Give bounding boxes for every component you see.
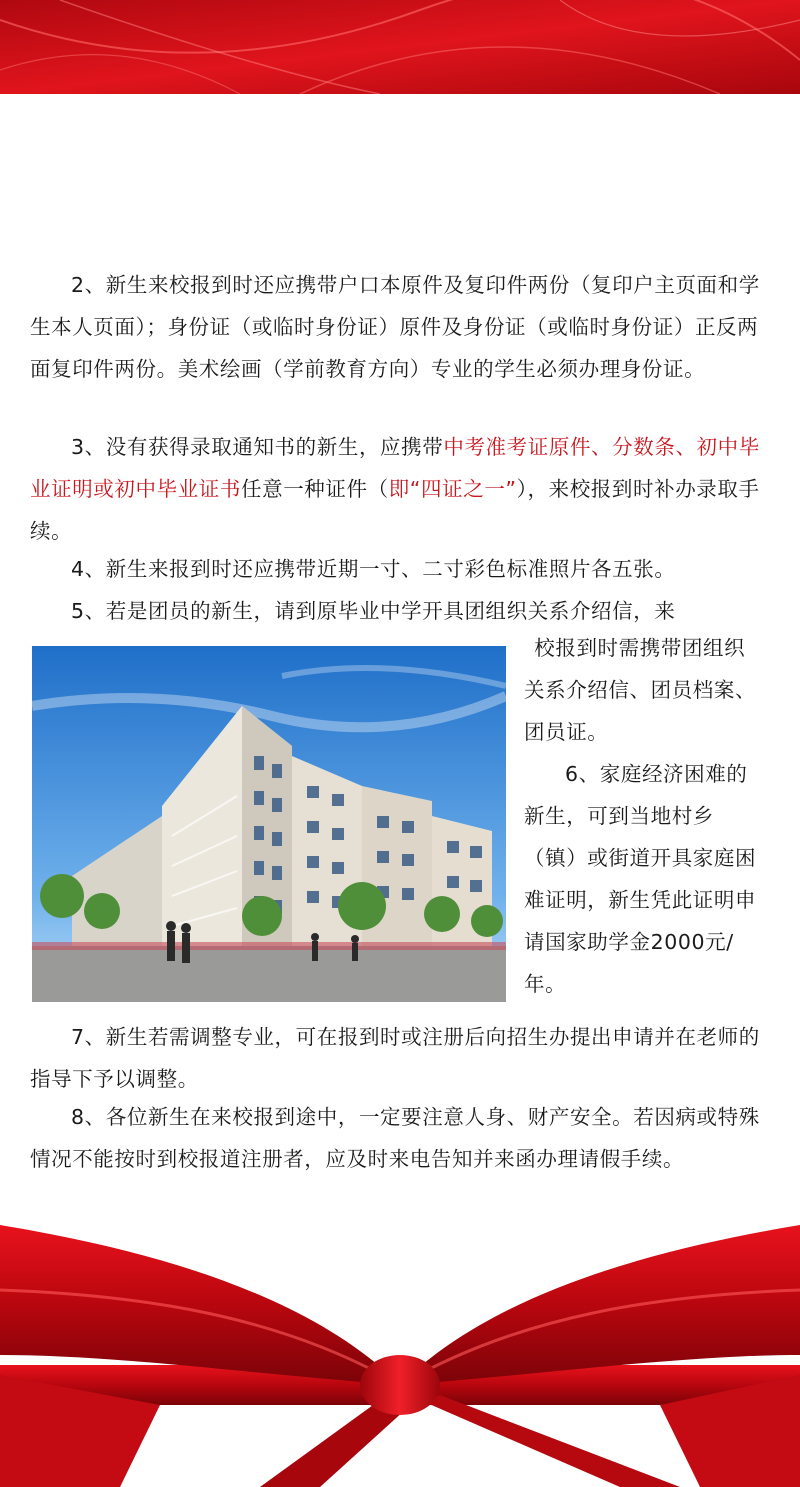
notice-7: 7、新生若需调整专业，可在报到时或注册后向招生办提出申请并在老师的指导下予以调整。 [30, 1025, 760, 1091]
notice-3-highlight-documents: 中考准考证原件、分数条、初中毕业证明或初中毕业证书 [30, 435, 760, 501]
notice-4: 4、新生来报到时还应携带近期一寸、二寸彩色标准照片各五张。 [71, 557, 676, 581]
notice-6: 6、家庭经济困难的新生，可到当地村乡（镇）或街道开具家庭困难证明，新生凭此证明申请国家助学金2000元/年。 [524, 762, 757, 996]
top-banner [0, 0, 800, 94]
notice-3 [30, 426, 765, 552]
notice-3-highlight-four: 即“四证之一” [388, 477, 517, 501]
notice-5-continuation: 校报到时需携带团组织关系介绍信、团员档案、团员证。 [524, 636, 757, 744]
notice-3-text-a: 3、没有获得录取通知书的新生，应携带 [71, 435, 444, 459]
notice-8: 8、各位新生在来校报到途中，一定要注意人身、财产安全。若因病或特殊情况不能按时到校报道注册者，应及时来电告知并来函办理请假手续。 [30, 1105, 760, 1171]
notice-3-text-e: ），来校报到时补办录取手续。 [30, 477, 760, 543]
notice-3-text-c: 任意一种证件（ [241, 477, 389, 501]
notice-2: 2、新生来校报到时还应携带户口本原件及复印件两份（复印户主页面和学生本人页面）；身份证（或临时身份证）原件及身份证（或临时身份证）正反两面复印件两份。美术绘画（学前教育方向）专业的学生必须办理身份证。 [30, 273, 760, 381]
campus-building-photo [32, 646, 506, 1002]
notice-5-line-1: 5、若是团员的新生，请到原毕业中学开具团组织关系介绍信，来 [71, 599, 676, 623]
red-ribbon-bow [0, 1205, 800, 1487]
